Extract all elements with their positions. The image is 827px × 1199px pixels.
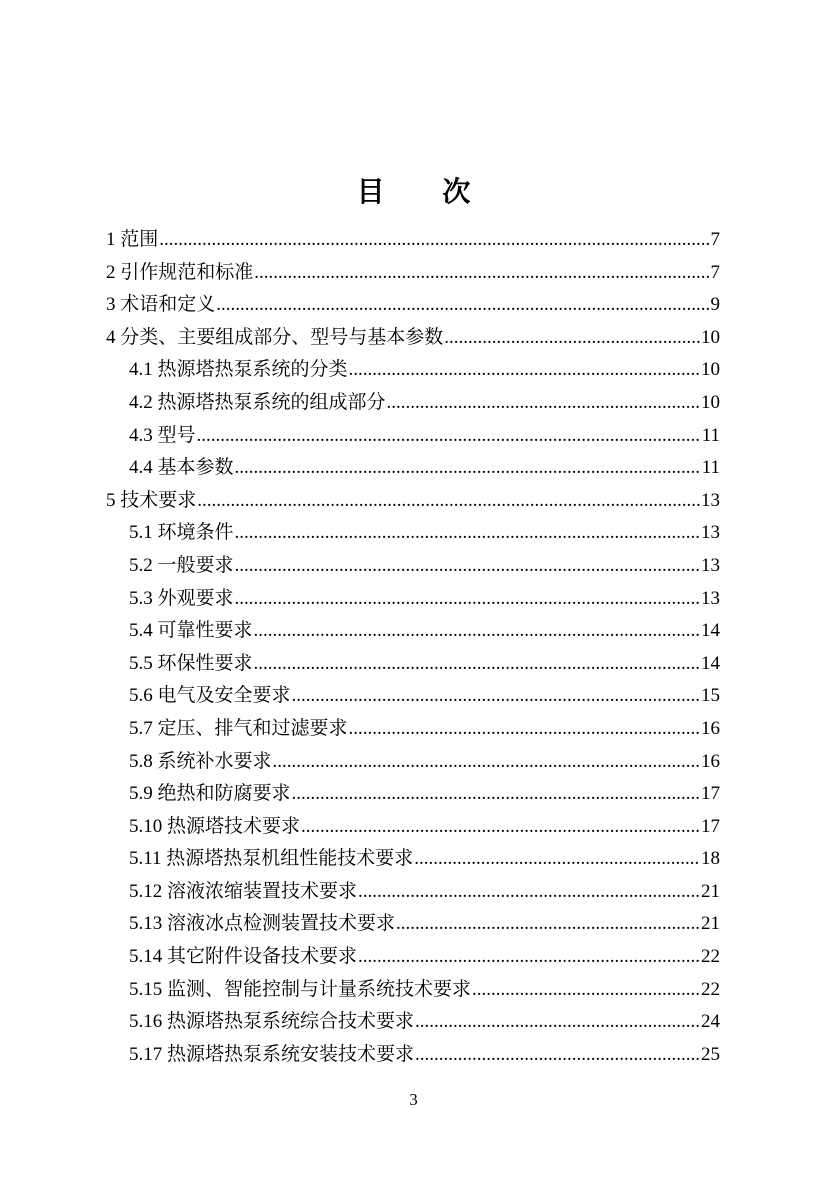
toc-entry-page: 25 [701,1043,720,1065]
toc-dot-leader [235,452,701,485]
toc-entry-page: 10 [701,326,720,348]
toc-entry-label: 4 分类、主要组成部分、型号与基本参数 [106,326,444,348]
toc-dot-leader [415,1039,700,1072]
toc-entry[interactable] [106,583,720,616]
toc-entry[interactable] [106,387,720,420]
toc-entry-label: 5.4 可靠性要求 [129,620,253,642]
toc-dot-leader [358,876,700,909]
toc-entry[interactable] [106,550,720,583]
toc-dot-leader [414,843,700,876]
toc-entry[interactable] [106,485,720,518]
toc-entry-label: 5.6 电气及安全要求 [129,685,291,707]
toc-entry-label: 5.5 环保性要求 [129,652,253,674]
toc-dot-leader [254,615,700,648]
toc-entry-label: 4.1 热源塔热泵系统的分类 [129,359,348,381]
toc-entry-label: 2 引作规范和标准 [106,261,254,283]
toc-entry[interactable] [106,876,720,909]
toc-entry-label: 5.10 热源塔技术要求 [129,815,301,837]
toc-entry[interactable] [106,778,720,811]
toc-entry[interactable] [106,452,720,485]
toc-entry-label: 5.3 外观要求 [129,587,234,609]
toc-entry-label: 5.15 监测、智能控制与计量系统技术要求 [129,978,472,1000]
toc-entry-label: 4.3 型号 [129,424,196,446]
toc-entry-page: 24 [701,1011,720,1033]
toc-entry-label: 5.8 系统补水要求 [129,750,272,772]
toc-dot-leader [349,354,700,387]
toc-dot-leader [387,387,700,420]
toc-dot-leader [197,485,700,518]
table-of-contents [106,224,720,1071]
toc-entry[interactable] [106,746,720,779]
toc-entry[interactable] [106,908,720,941]
toc-dot-leader [472,974,700,1007]
toc-entry[interactable] [106,517,720,550]
toc-entry[interactable] [106,289,720,322]
toc-entry[interactable] [106,1006,720,1039]
toc-entry-page: 16 [701,717,720,739]
toc-entry[interactable] [106,354,720,387]
toc-dot-leader [396,908,700,941]
toc-entry[interactable] [106,680,720,713]
toc-entry-label: 5 技术要求 [106,489,197,511]
toc-dot-leader [444,322,700,355]
toc-dot-leader [254,257,709,290]
toc-dot-leader [301,811,700,844]
toc-entry-page: 22 [701,978,720,1000]
toc-dot-leader [197,420,701,453]
toc-entry-page: 17 [701,783,720,805]
toc-entry-page: 17 [701,815,720,837]
toc-dot-leader [273,746,700,779]
toc-entry-page: 9 [710,294,720,316]
page-title: 目 次 [356,175,495,208]
toc-entry-page: 13 [701,522,720,544]
toc-entry[interactable] [106,843,720,876]
toc-entry-page: 14 [701,620,720,642]
toc-dot-leader [235,517,700,550]
toc-entry[interactable] [106,941,720,974]
toc-dot-leader [235,583,700,616]
toc-entry-label: 5.17 热源塔热泵系统安装技术要求 [129,1043,415,1065]
toc-dot-leader [159,224,709,257]
toc-entry-page: 21 [701,913,720,935]
toc-entry[interactable] [106,322,720,355]
toc-dot-leader [358,941,700,974]
toc-entry-label: 5.1 环境条件 [129,522,234,544]
toc-entry-label: 1 范围 [106,229,159,250]
toc-entry-label: 5.12 溶液浓缩装置技术要求 [129,880,358,902]
toc-entry[interactable] [106,420,720,453]
toc-entry-page: 13 [701,554,720,576]
toc-entry-label: 3 术语和定义 [106,294,216,316]
toc-entry-label: 5.16 热源塔热泵系统综合技术要求 [129,1011,415,1033]
toc-entry-page: 15 [701,685,720,707]
toc-dot-leader [235,550,700,583]
toc-entry-label: 5.13 溶液冰点检测装置技术要求 [129,913,396,935]
toc-entry-page: 18 [701,848,720,870]
toc-entry-label: 5.14 其它附件设备技术要求 [129,946,358,968]
toc-entry-page: 11 [701,424,720,446]
toc-entry-label: 5.2 一般要求 [129,554,234,576]
toc-entry[interactable] [106,974,720,1007]
page-number: 3 [409,1090,418,1109]
toc-entry-page: 16 [701,750,720,772]
toc-entry-page: 13 [701,587,720,609]
toc-dot-leader [349,713,700,746]
toc-dot-leader [254,648,700,681]
toc-entry[interactable] [106,257,720,290]
toc-entry-page: 11 [701,457,720,479]
toc-entry[interactable] [106,713,720,746]
toc-entry-label: 5.7 定压、排气和过滤要求 [129,717,348,739]
toc-entry-page: 7 [710,229,720,250]
toc-entry-page: 14 [701,652,720,674]
toc-entry-page: 10 [701,359,720,381]
toc-dot-leader [216,289,709,322]
toc-entry[interactable] [106,615,720,648]
toc-entry-page: 13 [701,489,720,511]
toc-entry[interactable] [106,648,720,681]
toc-entry-label: 5.9 绝热和防腐要求 [129,783,291,805]
toc-dot-leader [292,778,700,811]
toc-entry[interactable] [106,1039,720,1072]
toc-entry-page: 22 [701,946,720,968]
toc-entry[interactable] [106,811,720,844]
toc-entry-label: 4.4 基本参数 [129,457,234,479]
toc-entry-page: 7 [710,261,720,283]
toc-entry-page: 21 [701,880,720,902]
toc-entry-label: 4.2 热源塔热泵系统的组成部分 [129,391,386,413]
toc-entry[interactable] [106,224,720,257]
toc-dot-leader [415,1006,700,1039]
toc-dot-leader [292,680,700,713]
toc-entry-page: 10 [701,391,720,413]
toc-entry-label: 5.11 热源塔热泵机组性能技术要求 [129,848,414,870]
